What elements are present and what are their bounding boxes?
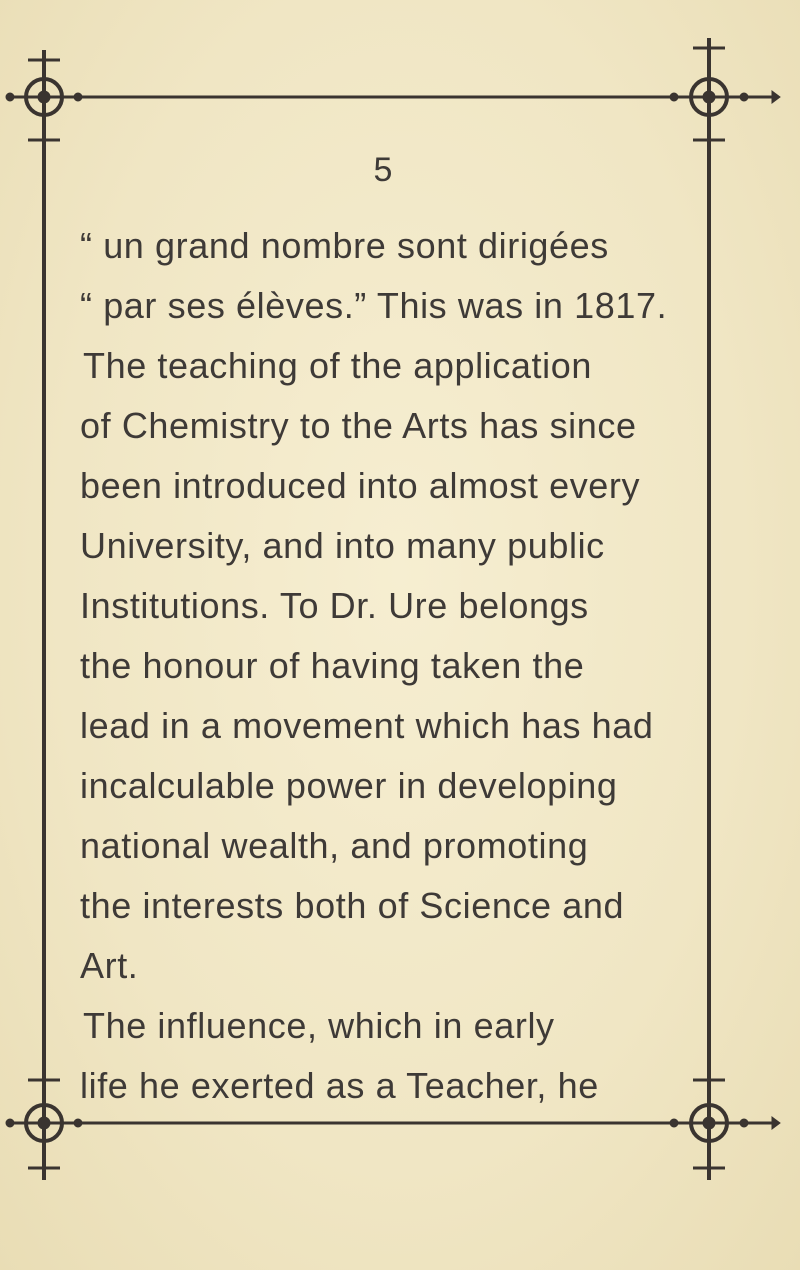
- text-line: Art.: [80, 945, 139, 986]
- corner-ornament-top-right: [670, 38, 780, 150]
- corner-ornament-bottom-right: [670, 1070, 780, 1180]
- text-line: “ un grand nombre sont dirigées: [80, 225, 609, 266]
- text-line: been introduced into almost every: [80, 465, 641, 506]
- text-line: “ par ses élèves.” This was in 1817.: [80, 285, 668, 326]
- text-line: the interests both of Science and: [80, 885, 625, 926]
- text-line: Institutions. To Dr. Ure belongs: [80, 585, 589, 626]
- corner-ornament-top-left: [6, 50, 82, 150]
- text-line: The influence, which in early: [83, 1005, 555, 1046]
- page-number: 5: [373, 151, 393, 189]
- text-line: incalculable power in developing: [80, 765, 618, 806]
- text-line: University, and into many public: [80, 525, 605, 566]
- text-line: the honour of having taken the: [80, 645, 585, 686]
- text-line: lead in a movement which has had: [80, 705, 654, 746]
- text-line: of Chemistry to the Arts has since: [80, 405, 637, 446]
- corner-ornament-bottom-left: [6, 1070, 82, 1180]
- text-line: The teaching of the application: [83, 345, 592, 386]
- text-line: national wealth, and promoting: [80, 825, 589, 866]
- text-line: life he exerted as a Teacher, he: [80, 1065, 599, 1106]
